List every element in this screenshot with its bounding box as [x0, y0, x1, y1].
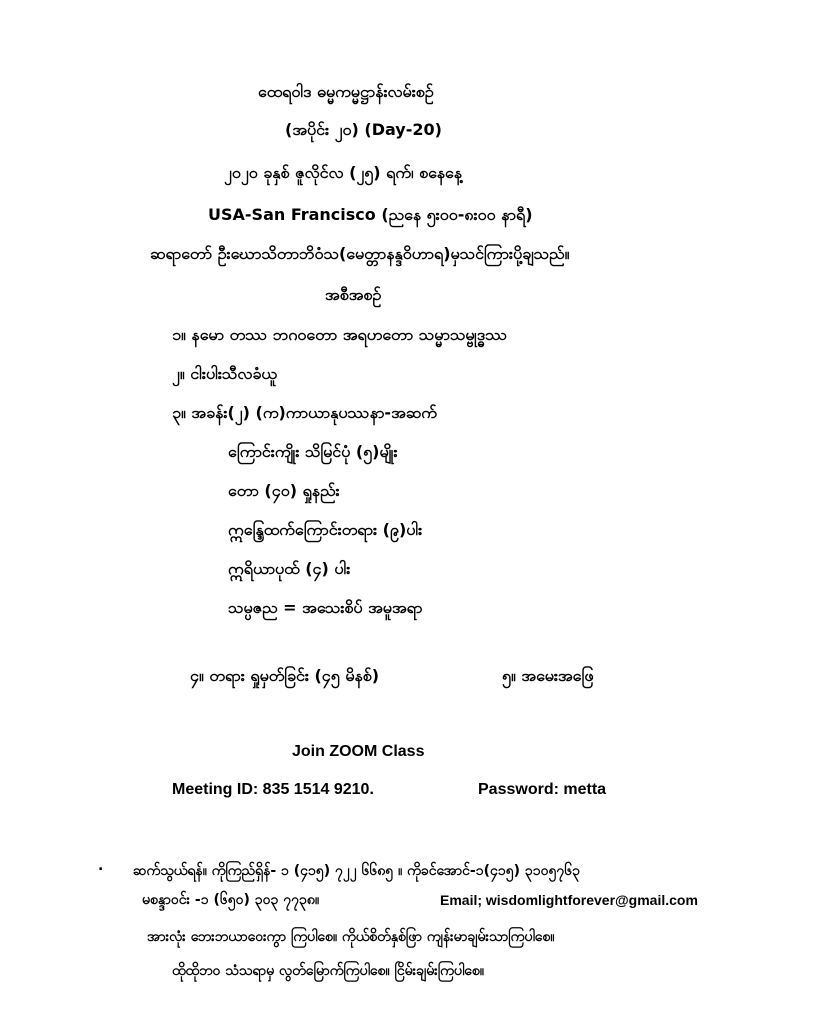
contact-email[interactable]: Email; wisdomlightforever@gmail.com — [440, 892, 698, 908]
blessing-line-2: ထိုထိုဘဝ သံသရာမှ လွတ်မြောက်ကြပါစေ။ ငြိမ်းချမ်းကြပါစေ။ — [172, 963, 484, 979]
program-subitem-5: သမ္ပဇည = အသေးစိပ် အမူအရာ — [228, 598, 423, 617]
session-location-time: USA-San Francisco (ညနေ ၅း၀၀-၈း၀၀ နာရီ) — [208, 205, 533, 224]
program-subitem-3: ဣန္ဒြေထက်ကြောင်းတရား (၉)ပါး — [228, 520, 423, 539]
program-item-3: ၃။ အခန်း(၂) (က)ကာယာနုပဿနာ-အဆက် — [172, 403, 437, 422]
zoom-password: Password: metta — [478, 781, 607, 798]
document-title: ထေရဝါဒ ဓမ္မကမ္မဋ္ဌာန်းလမ်းစဥ် — [258, 82, 434, 101]
program-subitem-4: ဣရိယာပုထ် (၄) ပါး — [228, 559, 351, 578]
program-item-2: ၂။ ငါးပါးသီလခံယူ — [172, 364, 277, 383]
contact-phones-line: ဆက်သွယ်ရန်။ ကိုကြည်ရှိန်- ၁ (၄၁၅) ၇၂၂ ၆၆၈၅ ။ ကိုခင်အောင်-၁(၄၁၅) ၃၁၀၅၇၆၃ — [133, 863, 581, 879]
program-subitem-1: ကြောင်းကျိုး သိမြင်ပုံ (၅)မျိုး — [228, 442, 398, 461]
zoom-meeting-id: Meeting ID: 835 1514 9210. — [172, 781, 374, 798]
part-day-label: (အပိုင်း ၂၀) (Day-20) — [285, 120, 442, 139]
program-heading: အစီအစဥ် — [325, 285, 382, 304]
bullet-dot: . — [98, 858, 104, 874]
session-date: ၂၀၂၀ ခုနှစ် ဇူလိုင်လ (၂၅) ရက်၊ စနေနေ့ — [224, 163, 463, 182]
program-subitem-2: တော (၄၀) ရှုနည်း — [228, 481, 340, 500]
teacher-line: ဆရာတော် ဦးဃောသိတာဘိဝံသ(မေတ္တာနန္ဒဝိဟာရ)မှသင်ကြားပို့ချသည်။ — [150, 244, 570, 263]
zoom-heading: Join ZOOM Class — [292, 743, 425, 760]
program-item-1: ၁။ နမော တဿ ဘဂဝတော အရဟတော သမ္မာသမ္ဗုဒ္ဓဿ — [172, 325, 508, 344]
blessing-line-1: အားလုံး ဘေးဘယာဝေးကွာ ကြပါစေ။ ကိုယ်စိတ်နှစ်ဖြာ ကျန်းမာချမ်းသာကြပါစေ။ — [147, 929, 555, 945]
program-item-4: ၄။ တရား ရှုမှတ်ခြင်း (၄၅ မိနစ်) — [190, 666, 380, 685]
program-item-5: ၅။ အမေးအဖြေ — [502, 666, 594, 685]
contact-phone-line-2: မစန္ဒာဝင်း -၁ (၆၅၀) ၃၀၃ ၇၇၃၈။ — [142, 892, 320, 908]
